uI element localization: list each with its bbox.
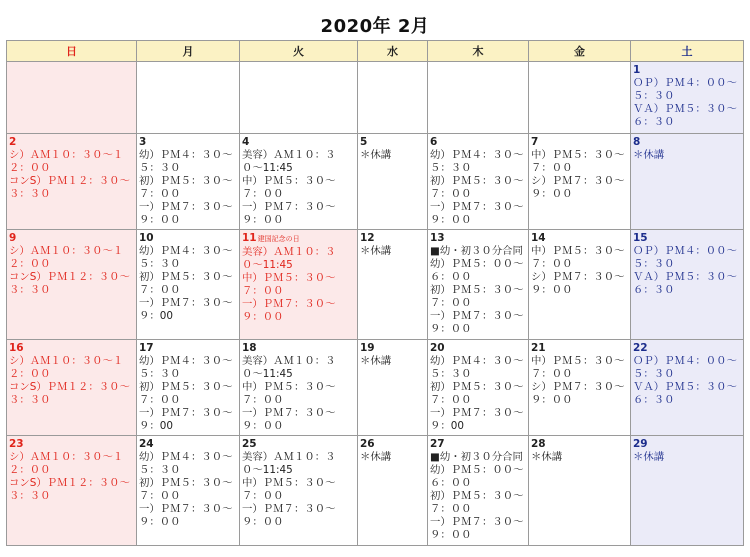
calendar-day-cell bbox=[240, 230, 358, 340]
weekday-header: 月 bbox=[137, 41, 240, 62]
calendar-day-cell bbox=[7, 340, 137, 436]
class-schedule-line: ＊休講 bbox=[360, 245, 392, 257]
class-schedule-line: ＊休講 bbox=[633, 149, 665, 161]
class-schedule-line: 初）ＰＭ５：３０〜７：００ bbox=[430, 175, 524, 200]
class-schedule-line: 中）ＰＭ５：３０〜７：００ bbox=[242, 175, 336, 200]
weekday-header: 火 bbox=[240, 41, 358, 62]
class-schedule-line: 中）ＰＭ５：３０〜７：００ bbox=[531, 149, 625, 174]
class-schedule-line: 一）ＰＭ７：３０〜９：00 bbox=[139, 407, 233, 432]
weekday-header: 木 bbox=[428, 41, 529, 62]
day-number: 12 bbox=[360, 232, 375, 244]
class-schedule-line: 一）ＰＭ７：３０〜９：００ bbox=[242, 407, 336, 432]
calendar-day-cell bbox=[358, 230, 428, 340]
day-number: 6 bbox=[430, 136, 438, 148]
day-number: 28 bbox=[531, 438, 546, 450]
day-number: 23 bbox=[9, 438, 24, 450]
class-schedule-line: シ）ＡＭ１０：３０〜１２：００ bbox=[9, 451, 124, 476]
day-number: 19 bbox=[360, 342, 375, 354]
class-schedule-line: 中）ＰＭ５：３０〜７：００ bbox=[531, 355, 625, 380]
calendar-day-cell bbox=[7, 230, 137, 340]
calendar-day-cell bbox=[137, 436, 240, 546]
class-schedule-line: ■幼・初３０分合同 bbox=[430, 451, 523, 463]
class-schedule-line: コンS）ＰＭ１２：３０〜３：３０ bbox=[9, 175, 130, 200]
class-schedule-line: 一）ＰＭ７：３０〜９：００ bbox=[139, 503, 233, 528]
calendar-day-cell bbox=[529, 230, 631, 340]
class-schedule-line: 幼）ＰＭ４：３０〜５：３０ bbox=[139, 355, 233, 380]
calendar-day-cell bbox=[631, 62, 744, 134]
calendar-body bbox=[7, 62, 744, 546]
class-schedule-line: 幼）ＰＭ４：３０〜５：３０ bbox=[139, 245, 233, 270]
calendar-day-cell bbox=[529, 436, 631, 546]
class-schedule-line: コンS）ＰＭ１２：３０〜３：３０ bbox=[9, 381, 130, 406]
calendar-grid bbox=[6, 40, 744, 546]
class-schedule-line: シ）ＰＭ７：３０〜９：００ bbox=[531, 175, 625, 200]
calendar-day-cell bbox=[137, 230, 240, 340]
class-schedule-line: シ）ＡＭ１０：３０〜１２：００ bbox=[9, 245, 124, 270]
calendar-day-cell bbox=[358, 436, 428, 546]
calendar-day-cell bbox=[428, 340, 529, 436]
calendar-day-cell bbox=[137, 340, 240, 436]
day-number: 21 bbox=[531, 342, 546, 354]
calendar-empty-cell bbox=[240, 62, 358, 134]
calendar-day-cell bbox=[240, 134, 358, 230]
calendar-day-cell bbox=[631, 340, 744, 436]
day-number: 16 bbox=[9, 342, 24, 354]
class-schedule-line: シ）ＰＭ７：３０〜９：００ bbox=[531, 381, 625, 406]
day-number: 27 bbox=[430, 438, 445, 450]
week-row bbox=[7, 230, 744, 340]
class-schedule-line: 一）ＰＭ７：３０〜９：００ bbox=[242, 298, 336, 323]
calendar-day-cell bbox=[137, 134, 240, 230]
class-schedule-line: ＶＡ）ＰＭ５：３０〜６：３０ bbox=[633, 103, 737, 128]
day-number: 20 bbox=[430, 342, 445, 354]
class-schedule-line: 美容）ＡＭ１０：３０〜11:45 bbox=[242, 451, 336, 476]
day-number: 15 bbox=[633, 232, 648, 244]
day-number: 29 bbox=[633, 438, 648, 450]
class-schedule-line: ＶＡ）ＰＭ５：３０〜６：３０ bbox=[633, 381, 737, 406]
day-number: 25 bbox=[242, 438, 257, 450]
class-schedule-line: 一）ＰＭ７：３０〜９：00 bbox=[430, 407, 524, 432]
day-number: 2 bbox=[9, 136, 17, 148]
class-schedule-line: ＯＰ）ＰＭ４：００〜５：３０ bbox=[633, 77, 737, 102]
class-schedule-line: 幼）ＰＭ５：００〜６：００ bbox=[430, 258, 524, 283]
calendar-empty-cell bbox=[358, 62, 428, 134]
class-schedule-line: コンS）ＰＭ１２：３０〜３：３０ bbox=[9, 271, 130, 296]
day-number: 4 bbox=[242, 136, 250, 148]
class-schedule-line: 初）ＰＭ５：３０〜７：００ bbox=[139, 175, 233, 200]
day-number: 5 bbox=[360, 136, 368, 148]
day-number: 3 bbox=[139, 136, 147, 148]
class-schedule-line: 一）ＰＭ７：３０〜９：００ bbox=[242, 503, 336, 528]
class-schedule-line: 初）ＰＭ５：３０〜７：００ bbox=[430, 490, 524, 515]
calendar-day-cell bbox=[7, 436, 137, 546]
calendar-day-cell bbox=[240, 340, 358, 436]
class-schedule-line: シ）ＡＭ１０：３０〜１２：００ bbox=[9, 355, 124, 380]
class-schedule-line: 幼）ＰＭ４：３０〜５：３０ bbox=[139, 451, 233, 476]
calendar-day-cell bbox=[631, 436, 744, 546]
calendar-day-cell bbox=[428, 230, 529, 340]
class-schedule-line: シ）ＡＭ１０：３０〜１２：００ bbox=[9, 149, 124, 174]
class-schedule-line: シ）ＰＭ７：３０〜９：００ bbox=[531, 271, 625, 296]
class-schedule-line: 幼）ＰＭ５：００〜６：００ bbox=[430, 464, 524, 489]
class-schedule-line: ＯＰ）ＰＭ４：００〜５：３０ bbox=[633, 355, 737, 380]
class-schedule-line: 美容）ＡＭ１０：３０〜11:45 bbox=[242, 355, 336, 380]
class-schedule-line: ＊休講 bbox=[633, 451, 665, 463]
class-schedule-line: 一）ＰＭ７：３０〜９：００ bbox=[139, 201, 233, 226]
day-number: 17 bbox=[139, 342, 154, 354]
calendar-day-cell bbox=[631, 230, 744, 340]
class-schedule-line: ＊休講 bbox=[360, 355, 392, 367]
class-schedule-line: 中）ＰＭ５：３０〜７：００ bbox=[242, 272, 336, 297]
class-schedule-line: 一）ＰＭ７：３０〜９：００ bbox=[430, 201, 524, 226]
class-schedule-line: ＊休講 bbox=[531, 451, 563, 463]
day-number: 8 bbox=[633, 136, 641, 148]
day-number: 1 bbox=[633, 64, 641, 76]
class-schedule-line: ＯＰ）ＰＭ４：００〜５：３０ bbox=[633, 245, 737, 270]
week-row bbox=[7, 62, 744, 134]
day-number: 24 bbox=[139, 438, 154, 450]
calendar-empty-cell bbox=[529, 62, 631, 134]
week-row bbox=[7, 134, 744, 230]
calendar-day-cell bbox=[428, 134, 529, 230]
weekday-header: 土 bbox=[631, 41, 744, 62]
weekday-header: 日 bbox=[7, 41, 137, 62]
class-schedule-line: ■幼・初３０分合同 bbox=[430, 245, 523, 257]
week-row bbox=[7, 436, 744, 546]
class-schedule-line: 初）ＰＭ５：３０〜７：００ bbox=[430, 381, 524, 406]
weekday-header: 水 bbox=[358, 41, 428, 62]
calendar-day-cell bbox=[7, 134, 137, 230]
class-schedule-line: 幼）ＰＭ４：３０〜５：３０ bbox=[430, 149, 524, 174]
class-schedule-line: 中）ＰＭ５：３０〜７：００ bbox=[531, 245, 625, 270]
class-schedule-line: 美容）ＡＭ１０：３０〜11:45 bbox=[242, 246, 336, 271]
calendar-day-cell bbox=[529, 134, 631, 230]
calendar-day-cell bbox=[358, 134, 428, 230]
holiday-name: 建国記念の日 bbox=[257, 235, 300, 243]
day-number: 14 bbox=[531, 232, 546, 244]
calendar-day-cell bbox=[428, 436, 529, 546]
class-schedule-line: 美容）ＡＭ１０：３０〜11:45 bbox=[242, 149, 336, 174]
week-row bbox=[7, 340, 744, 436]
class-schedule-line: 一）ＰＭ７：３０〜９：００ bbox=[430, 310, 524, 335]
class-schedule-line: 幼）ＰＭ４：３０〜５：３０ bbox=[139, 149, 233, 174]
weekday-header-row bbox=[7, 41, 744, 62]
class-schedule-line: 初）ＰＭ５：３０〜７：００ bbox=[430, 284, 524, 309]
class-schedule-line: 初）ＰＭ５：３０〜７：００ bbox=[139, 381, 233, 406]
calendar-day-cell bbox=[631, 134, 744, 230]
class-schedule-line: ＊休講 bbox=[360, 451, 392, 463]
calendar-day-cell bbox=[240, 436, 358, 546]
class-schedule-line: ＶＡ）ＰＭ５：３０〜６：３０ bbox=[633, 271, 737, 296]
class-schedule-line: 一）ＰＭ７：３０〜９：00 bbox=[139, 297, 233, 322]
class-schedule-line: 初）ＰＭ５：３０〜７：００ bbox=[139, 271, 233, 296]
day-number: 9 bbox=[9, 232, 17, 244]
calendar-day-cell bbox=[358, 340, 428, 436]
weekday-header: 金 bbox=[529, 41, 631, 62]
class-schedule-line: コンS）ＰＭ１２：３０〜３：３０ bbox=[9, 477, 130, 502]
day-number: 11 bbox=[242, 232, 257, 244]
class-schedule-line: 一）ＰＭ７：３０〜９：００ bbox=[242, 201, 336, 226]
class-schedule-line: ＊休講 bbox=[360, 149, 392, 161]
class-schedule-line: 一）ＰＭ７：３０〜９：００ bbox=[430, 516, 524, 541]
day-number: 22 bbox=[633, 342, 648, 354]
class-schedule-line: 中）ＰＭ５：３０〜７：００ bbox=[242, 381, 336, 406]
class-schedule-line: 幼）ＰＭ４：３０〜５：３０ bbox=[430, 355, 524, 380]
calendar-empty-cell bbox=[137, 62, 240, 134]
class-schedule-line: 初）ＰＭ５：３０〜７：００ bbox=[139, 477, 233, 502]
calendar-empty-cell bbox=[428, 62, 529, 134]
calendar-empty-cell bbox=[7, 62, 137, 134]
day-number: 26 bbox=[360, 438, 375, 450]
class-schedule-line: 中）ＰＭ５：３０〜７：００ bbox=[242, 477, 336, 502]
day-number: 18 bbox=[242, 342, 257, 354]
calendar-day-cell bbox=[529, 340, 631, 436]
day-number: 10 bbox=[139, 232, 154, 244]
calendar-title: 2020年 2月 bbox=[320, 16, 430, 37]
day-number: 13 bbox=[430, 232, 445, 244]
day-number: 7 bbox=[531, 136, 539, 148]
